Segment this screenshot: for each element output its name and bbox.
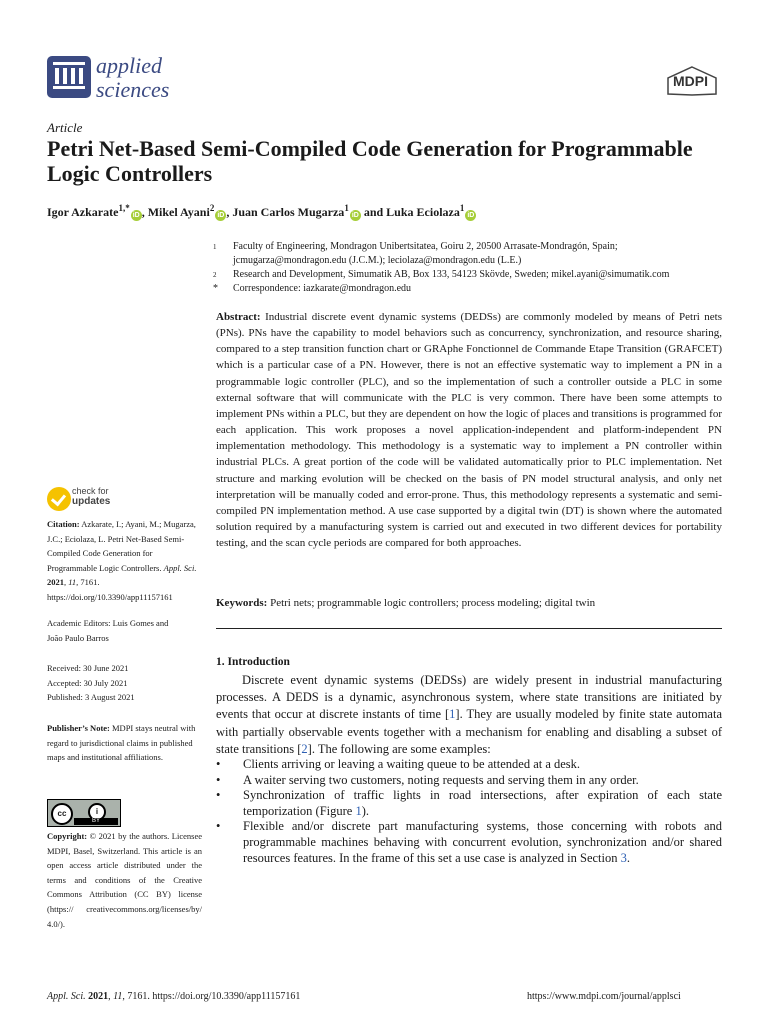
editors-line1: Academic Editors: Luis Gomes and: [47, 618, 169, 628]
check-for-updates-button[interactable]: [47, 486, 127, 514]
abstract: [216, 309, 722, 551]
author-name: Mikel Ayani: [147, 205, 210, 219]
examples-list: [216, 757, 722, 866]
publisher-note-label: Publisher’s Note:: [47, 723, 110, 733]
affiliation-text: Research and Development, Simumatik AB, Box 133, 54123 Skövde, Sweden; mikel.ayani@simumatik.com: [233, 269, 670, 280]
reference-link-1[interactable]: 1: [449, 707, 456, 722]
affiliation-mark: *: [213, 283, 218, 294]
creative-commons-icon: cc: [51, 803, 73, 825]
affiliation-mark: 2: [213, 271, 217, 279]
copyright-text: © 2021 by the authors. Licensee MDPI, Basel, Switzerland. This article is an open access article distributed under the terms and conditions of the Creative Commons Attribution (CC BY) license (https:// creativecommons.org/licenses/by/ 4.0/).: [47, 831, 202, 929]
affiliation-text: Faculty of Engineering, Mondragon Unibertsitatea, Goiru 2, 20500 Arrasate-Mondragón, Spain;: [233, 241, 618, 252]
check-updates-line2: updates: [72, 496, 111, 507]
list-item: [216, 788, 722, 819]
bullet4-text-a: Flexible and/or discrete part manufacturing systems, those concerning with robots and programmable machines behaving with concurrent evolution, synchronization and/or shared resources features. In the frame of this set a use case is analyzed in Section: [243, 819, 722, 865]
author-name: Juan Carlos Mugarza: [232, 205, 345, 219]
publication-dates: [47, 661, 202, 705]
keywords-label: Keywords:: [216, 597, 268, 609]
author-name: Igor Azkarate: [47, 205, 119, 219]
footer-citation: Appl. Sci. 2021, 11, 7161. https://doi.org/10.3390/app11157161: [47, 991, 301, 1002]
list-item: [216, 819, 722, 866]
citation-year: 2021: [47, 577, 64, 588]
journal-name-line2: sciences: [96, 77, 170, 102]
cc-by-label: BY: [74, 818, 118, 825]
journal-logo: [47, 56, 91, 98]
affiliation-text: jcmugarza@mondragon.edu (J.C.M.); leciolaza@mondragon.edu (L.E.): [233, 255, 522, 266]
paper-title: Petri Net-Based Semi-Compiled Code Generation for Programmable Logic Controllers: [47, 136, 693, 186]
orcid-icon[interactable]: iD: [217, 212, 225, 219]
abstract-label: Abstract:: [216, 311, 261, 323]
affiliation-row: [213, 282, 723, 296]
abstract-text: Industrial discrete event dynamic systems (DEDSs) are commonly modeled by means of Petri nets (PNs). PNs have the capability to model behaviors such as concurrency, synchronization, and resource sharing, compared to a step transition function chart or GRAphe Fonctionnel de Commande Etape Transition (GRAFCET) which is a particular case of a PN. However, there is not an effective systematic way to implement a PN in a programmable logic controller (PLC), and so the implementation of such a controller outside a PLC in some external software that will communicate with the PLC is very common. There have been some attempts to implement PNs within a PLC, but they are dependent on how the logic of places and transitions is programmed for each application. This work proposes a novel application-independent and platform-independent PN implementation methodology. This methodology is a systematic way to implement a PN controller within industrial PLCs. A great portion of the code will be validated automatically prior to PLC implementation. Net structure and marking evolution will be checked on the basis of PN model structural analysis, and only net interpretation will be manually coded and error-prone. Thus, this methodology represents a systematic and semi-compiled PN implementation method. A use case supported by a digital twin (DT) is shown where the automated solution required by a manufacturing system is carried out and executed in two different devices for portability testing, and the scan cycle periods are compared for both approaches.: [216, 311, 723, 550]
cc-by-license-badge[interactable]: [47, 799, 121, 827]
citation-text: Azkarate, I.; Ayani, M.; Mugarza, J.C.; Eciolaza, L. Petri Net-Based Semi-Compiled Code Generation for Programmable Logic Controllers.: [47, 519, 196, 573]
copyright-notice: [47, 829, 202, 931]
affiliation-row: [213, 240, 723, 254]
accepted-date: Accepted: 30 July 2021: [47, 677, 128, 688]
orcid-icon[interactable]: iD: [467, 212, 475, 219]
footer-year: 2021: [88, 991, 109, 1002]
copyright-label: Copyright:: [47, 831, 88, 841]
orcid-icon[interactable]: iD: [351, 212, 359, 219]
keywords-text: Petri nets; programmable logic controllers; process modeling; digital twin: [270, 597, 596, 609]
received-date: Received: 30 June 2021: [47, 663, 129, 673]
publisher-name: MDPI: [673, 73, 708, 89]
author-separator: ,: [226, 205, 233, 219]
intro-text-c: ]. The following are some examples:: [307, 741, 491, 756]
section-link-3[interactable]: 3: [620, 850, 627, 865]
affiliation-row: [213, 254, 723, 268]
editors-line2: João Paulo Barros: [47, 632, 109, 643]
citation-label: Citation:: [47, 519, 80, 529]
affiliation-row: [213, 268, 723, 282]
check-updates-line1: check for: [72, 486, 109, 496]
publisher-note: [47, 721, 202, 765]
affiliation-mark: [213, 254, 233, 268]
author-list: [47, 203, 476, 221]
author-name: Luka Eciolaza: [386, 205, 460, 219]
academic-editors: [47, 616, 202, 645]
journal-name-line1: applied: [96, 53, 162, 78]
article-type: Article: [47, 120, 83, 135]
figure-link-1[interactable]: 1: [355, 803, 362, 818]
footer-volume: 11: [113, 991, 123, 1002]
bullet3-text-a: Synchronization of traffic lights in road intersections, after expiration of each state temporization (Figure: [243, 788, 722, 818]
keywords: [216, 596, 722, 610]
author-separator: ,: [141, 205, 148, 219]
author-affiliation-mark: 1,*: [118, 203, 130, 213]
affiliation-mark: 1: [213, 243, 217, 251]
citation-block: Citation: Azkarate, I.; Ayani, M.; Mugarza, J.C.; Eciolaza, L. Petri Net-Based Semi-Compiled Code Generation for Programmable Logic Controllers. Appl. Sci. 2021, 11, 7161. https://doi.org/10.3390/app11157161: [47, 519, 197, 602]
citation-journal: Appl. Sci.: [163, 562, 197, 573]
reference-link-2[interactable]: 2: [301, 741, 308, 756]
intro-text-a: Discrete event dynamic systems (DEDSs) are widely present in industrial manufacturing processes. A DEDS is a dynamic, asynchronous system, where state transitions are initiated by events that occur at discrete instants of time [: [216, 673, 722, 722]
footer-journal: Appl. Sci.: [47, 991, 86, 1002]
affiliations: [213, 240, 723, 296]
author-separator: and: [360, 205, 387, 219]
citation-pages: , 7161.: [76, 577, 100, 588]
author-affiliation-mark: 1: [344, 203, 349, 213]
checkmark-icon: [47, 487, 71, 511]
publisher-logo: [666, 66, 718, 96]
journal-url-link[interactable]: https://www.mdpi.com/journal/applsci: [527, 991, 681, 1002]
publisher-note-text: MDPI stays neutral with regard to jurisdictional claims in published maps and institutional affiliations.: [47, 723, 196, 763]
author-affiliation-mark: 1: [459, 203, 465, 213]
bullet3-text-b: ).: [361, 803, 370, 818]
citation-volume: 11: [68, 577, 77, 588]
affiliation-text: Correspondence: iazkarate@mondragon.edu: [233, 283, 412, 294]
section-divider: [216, 628, 722, 629]
section-heading-introduction: 1. Introduction: [216, 656, 290, 668]
citation-doi-link[interactable]: https://doi.org/10.3390/app11157161: [47, 591, 173, 602]
footer-doi: , 7161. https://doi.org/10.3390/app11157161: [122, 991, 301, 1002]
list-item: • A waiter serving two customers, noting requests and serving them in any order.: [216, 773, 722, 789]
journal-name: [96, 54, 169, 102]
attribution-person-icon: i: [88, 803, 106, 821]
author-affiliation-mark: 2: [209, 203, 215, 213]
bullet4-text-b: .: [626, 850, 631, 865]
intro-paragraph: [216, 672, 722, 758]
published-date: Published: 3 August 2021: [47, 692, 135, 703]
list-item: • Clients arriving or leaving a waiting queue to be attended at a desk.: [216, 757, 722, 773]
intro-text-b: ]. They are usually modeled by finite state automata with partially observable events together with a mechanism for enabling and disabling a subset of state transitions [: [216, 707, 722, 756]
orcid-icon[interactable]: iD: [132, 212, 140, 219]
